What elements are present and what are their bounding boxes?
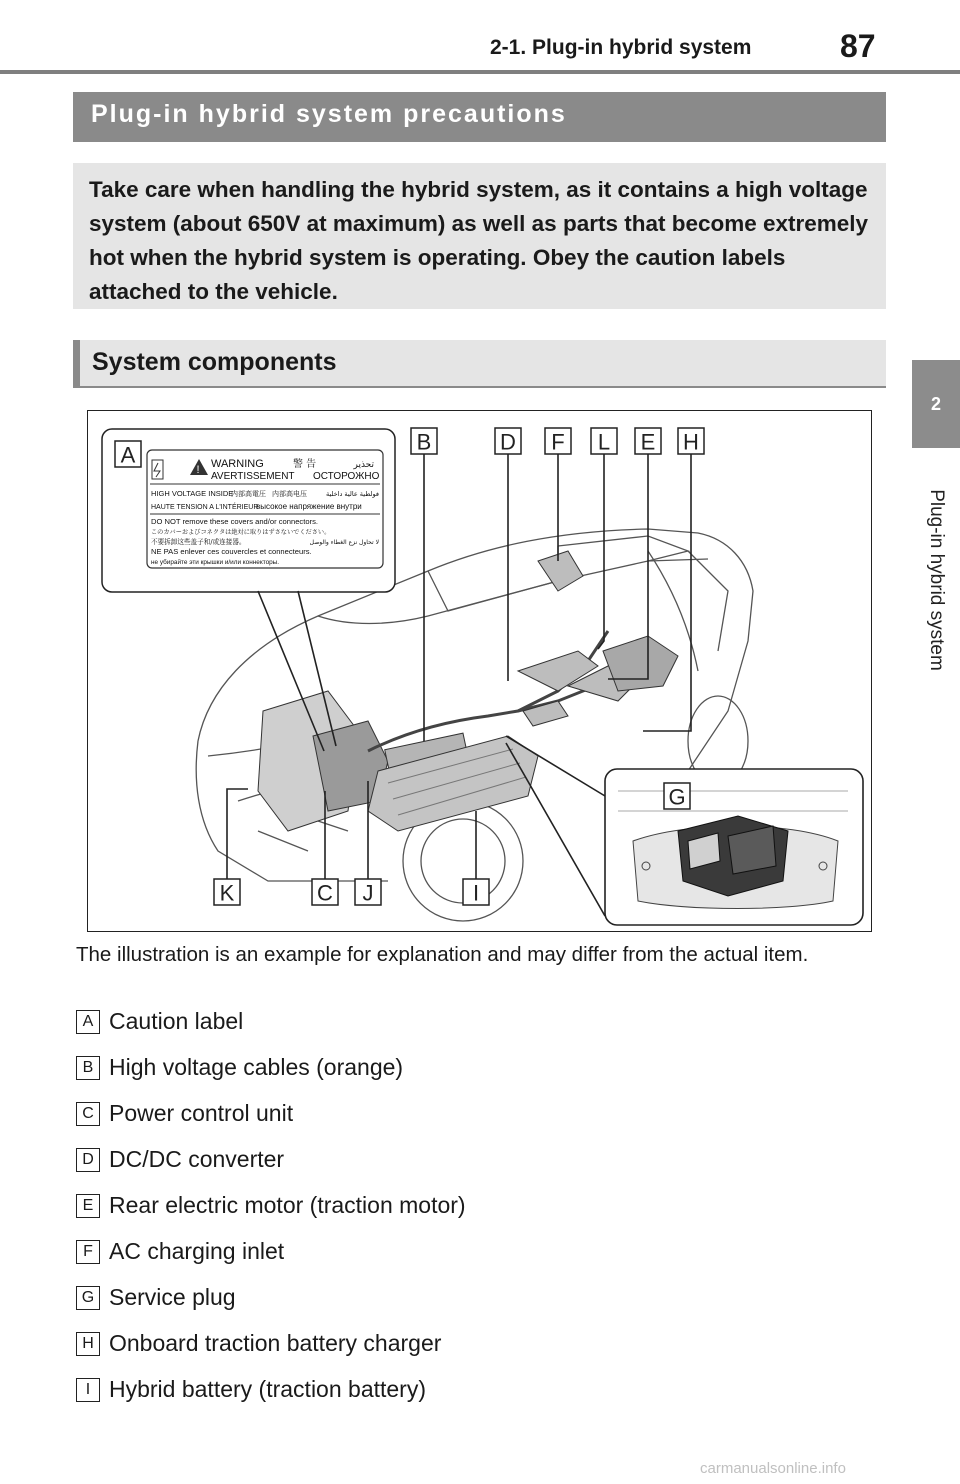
label-line1: DO NOT remove these covers and/or connectors. — [151, 517, 318, 526]
callout-E — [635, 428, 661, 455]
svg-text:C: C — [317, 880, 333, 906]
label-hv-jp1: 内部高電圧 — [231, 490, 266, 498]
item-key-badge: E — [76, 1194, 100, 1218]
item-label: Hybrid battery (traction battery) — [109, 1376, 427, 1402]
label-hv-jp2: 内部高电压 — [272, 490, 307, 498]
top-callout-leaders — [424, 454, 691, 741]
system-components-figure — [87, 410, 872, 932]
callout-K — [214, 879, 240, 906]
item-label: Rear electric motor (traction motor) — [109, 1192, 466, 1218]
callout-G — [664, 783, 690, 810]
callout-F — [545, 428, 571, 455]
svg-text:D: D — [500, 429, 516, 455]
label-line3: 不要拆卸这些盖子和/或连接器。 — [151, 538, 246, 546]
callout-D — [495, 428, 521, 455]
svg-text:L: L — [597, 429, 611, 455]
label-hv-ar: فولطية عالية داخلية — [326, 490, 379, 498]
chapter-tab — [912, 360, 960, 448]
chapter-number: 2 — [930, 393, 941, 414]
callout-L — [591, 428, 617, 455]
svg-text:K: K — [219, 880, 235, 906]
label-line4: NE PAS enlever ces couvercles et connecteurs. — [151, 547, 312, 556]
item-label: AC charging inlet — [109, 1238, 285, 1264]
label-warning-jp: 警 告 — [293, 459, 317, 470]
item-label: DC/DC converter — [109, 1146, 285, 1172]
svg-text:E: E — [640, 429, 656, 455]
svg-text:G: G — [668, 784, 686, 810]
svg-text:B: B — [416, 429, 432, 455]
svg-text:A: A — [120, 442, 136, 468]
running-header-title: 2-1. Plug-in hybrid system — [490, 36, 752, 59]
callout-I — [463, 879, 489, 906]
svg-text:I: I — [472, 880, 480, 906]
item-key-badge: C — [76, 1102, 100, 1126]
item-key-badge: G — [76, 1286, 100, 1310]
callout-A — [115, 441, 141, 468]
item-label: Onboard traction battery charger — [109, 1330, 442, 1356]
label-warning: WARNING — [211, 458, 264, 470]
item-label: High voltage cables (orange) — [109, 1054, 404, 1080]
item-key-badge: I — [76, 1378, 100, 1402]
label-haute: HAUTE TENSION A L'INTÉRIEUR — [151, 504, 259, 511]
figure-caption: The illustration is an example for explanation and may differ from the actual item. — [76, 943, 809, 966]
caution-label-inset — [102, 429, 395, 592]
callout-C — [312, 879, 338, 906]
label-warning-ar: تحذير — [353, 460, 374, 470]
item-key-badge: D — [76, 1148, 100, 1172]
item-key-badge: B — [76, 1056, 100, 1080]
section-heading-precautions: Plug-in hybrid system precautions — [73, 92, 886, 142]
item-label: Power control unit — [109, 1100, 294, 1126]
callout-B — [411, 428, 437, 455]
page-number: 87 — [840, 28, 876, 64]
item-label: Service plug — [109, 1284, 236, 1310]
vehicle-illustration — [88, 411, 872, 932]
watermark: carmanualsonline.info — [700, 1460, 846, 1477]
callout-H — [678, 428, 704, 455]
item-key-badge: F — [76, 1240, 100, 1264]
label-hv-ru: высокое напряжение внутри — [256, 502, 362, 511]
callout-J — [355, 879, 381, 906]
item-label: Caution label — [109, 1008, 244, 1034]
chapter-side-label-text: Plug-in hybrid system — [926, 489, 947, 671]
svg-text:J: J — [362, 880, 374, 906]
high-voltage-cable-drawing — [368, 631, 608, 751]
item-key-badge: A — [76, 1010, 100, 1034]
svg-text:F: F — [551, 429, 565, 455]
service-plug-inset — [506, 736, 863, 925]
svg-text:H: H — [683, 429, 699, 455]
label-osto: ОСТОРОЖНО — [313, 471, 380, 482]
label-line3-ar: لا تحاول نزع الغطاء والوصل — [309, 539, 379, 546]
label-hv-inside: HIGH VOLTAGE INSIDE — [151, 489, 234, 498]
svg-text:!: ! — [196, 464, 200, 476]
section-heading-components: System components — [73, 340, 886, 388]
label-line2: このカバーおよびコネクタは絶対に取りはずさないでください。 — [151, 529, 331, 536]
label-avert: AVERTISSEMENT — [211, 471, 295, 482]
item-key-badge: H — [76, 1332, 100, 1356]
intro-paragraph: Take care when handling the hybrid system, as it contains a high voltage system (about 650V at maximum) as well as parts that become extremely hot when the hybrid system is operating. Obey the caution labels attached to the vehicle. — [73, 163, 886, 309]
label-line5: не убирайте эти крышки и/или коннекторы. — [151, 559, 280, 566]
header-rule — [0, 70, 960, 74]
